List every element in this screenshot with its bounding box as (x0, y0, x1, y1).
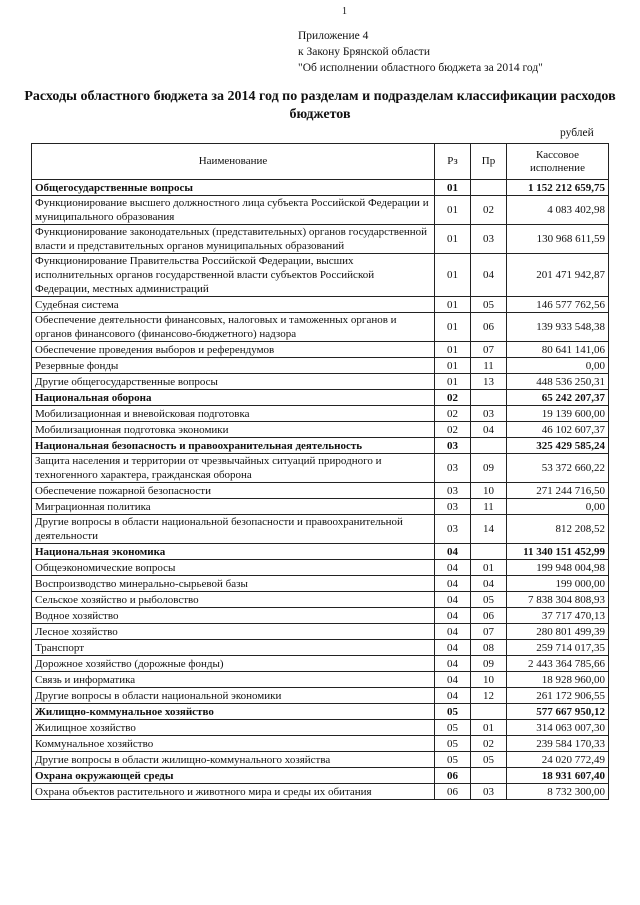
row-pr: 11 (471, 358, 507, 374)
section-row (32, 180, 609, 196)
row-name: Водное хозяйство (32, 608, 435, 624)
row-pr: 02 (471, 736, 507, 752)
appendix-line: Приложение 4 (298, 30, 369, 42)
row-name: Лесное хозяйство (32, 624, 435, 640)
row-rz: 04 (435, 672, 471, 688)
row-rz: 02 (435, 390, 471, 406)
row-rz: 01 (435, 358, 471, 374)
row-amount: 1 152 212 659,75 (507, 180, 609, 196)
table-row (32, 624, 609, 640)
document-title: Расходы областного бюджета за 2014 год по разделам и подразделам классификации расходов бюджетов (24, 89, 616, 122)
page-mark: 1 (342, 6, 347, 17)
row-pr: 03 (471, 406, 507, 422)
table-row (32, 358, 609, 374)
col-header-rz: Рз (435, 144, 471, 180)
row-rz: 04 (435, 544, 471, 560)
row-amount: 812 208,52 (507, 515, 609, 544)
row-amount: 24 020 772,49 (507, 752, 609, 768)
row-name: Общегосударственные вопросы (32, 180, 435, 196)
row-rz: 01 (435, 180, 471, 196)
row-name: Другие общегосударственные вопросы (32, 374, 435, 390)
row-rz: 05 (435, 704, 471, 720)
row-rz: 06 (435, 768, 471, 784)
row-amount: 146 577 762,56 (507, 297, 609, 313)
table-row (32, 672, 609, 688)
row-pr (471, 438, 507, 454)
table-row (32, 560, 609, 576)
table-row (32, 515, 609, 544)
row-rz: 04 (435, 624, 471, 640)
row-pr: 05 (471, 592, 507, 608)
table-row (32, 592, 609, 608)
row-amount: 130 968 611,59 (507, 225, 609, 254)
section-row (32, 768, 609, 784)
row-rz: 04 (435, 592, 471, 608)
row-amount: 261 172 906,55 (507, 688, 609, 704)
row-rz: 04 (435, 608, 471, 624)
table-body (32, 180, 609, 800)
row-amount: 2 443 364 785,66 (507, 656, 609, 672)
row-rz: 04 (435, 576, 471, 592)
section-row (32, 438, 609, 454)
col-header-amount: Кассовое исполнение (507, 144, 609, 180)
row-name: Охрана объектов растительного и животного мира и среды их обитания (32, 784, 435, 800)
row-rz: 03 (435, 454, 471, 483)
table-row (32, 483, 609, 499)
row-name: Национальная безопасность и правоохранительная деятельность (32, 438, 435, 454)
row-pr: 12 (471, 688, 507, 704)
row-name: Обеспечение пожарной безопасности (32, 483, 435, 499)
row-pr: 05 (471, 297, 507, 313)
row-name: Защита населения и территории от чрезвычайных ситуаций природного и техногенного характера, гражданская оборона (32, 454, 435, 483)
row-amount: 199 948 004,98 (507, 560, 609, 576)
row-pr: 03 (471, 225, 507, 254)
table-row (32, 736, 609, 752)
row-pr (471, 544, 507, 560)
row-rz: 04 (435, 560, 471, 576)
row-amount: 325 429 585,24 (507, 438, 609, 454)
row-pr: 05 (471, 752, 507, 768)
row-name: Функционирование законодательных (представительных) органов государственной власти и представительных органов муниципальных образований (32, 225, 435, 254)
table-row (32, 499, 609, 515)
row-rz: 03 (435, 499, 471, 515)
row-name: Другие вопросы в области национальной экономики (32, 688, 435, 704)
row-pr: 02 (471, 196, 507, 225)
row-rz: 06 (435, 784, 471, 800)
col-header-name: Наименование (32, 144, 435, 180)
row-pr: 10 (471, 672, 507, 688)
row-rz: 03 (435, 438, 471, 454)
table-row (32, 225, 609, 254)
row-amount: 314 063 007,30 (507, 720, 609, 736)
row-amount: 201 471 942,87 (507, 254, 609, 297)
appendix-header (298, 28, 543, 76)
row-pr: 04 (471, 576, 507, 592)
table-row (32, 254, 609, 297)
row-name: Транспорт (32, 640, 435, 656)
row-name: Коммунальное хозяйство (32, 736, 435, 752)
table-row (32, 374, 609, 390)
row-rz: 01 (435, 254, 471, 297)
row-pr: 14 (471, 515, 507, 544)
table-row (32, 688, 609, 704)
row-rz: 05 (435, 752, 471, 768)
row-amount: 577 667 950,12 (507, 704, 609, 720)
table-header-row (32, 144, 609, 180)
row-pr: 04 (471, 254, 507, 297)
row-name: Судебная система (32, 297, 435, 313)
col-header-pr: Пр (471, 144, 507, 180)
appendix-law-line: к Закону Брянской области (298, 46, 430, 58)
row-name: Резервные фонды (32, 358, 435, 374)
row-name: Жилищное хозяйство (32, 720, 435, 736)
row-amount: 239 584 170,33 (507, 736, 609, 752)
table-row (32, 454, 609, 483)
row-amount: 0,00 (507, 358, 609, 374)
row-amount: 65 242 207,37 (507, 390, 609, 406)
row-rz: 03 (435, 483, 471, 499)
row-name: Жилищно-коммунальное хозяйство (32, 704, 435, 720)
row-rz: 01 (435, 196, 471, 225)
row-amount: 11 340 151 452,99 (507, 544, 609, 560)
row-pr (471, 390, 507, 406)
row-name: Национальная экономика (32, 544, 435, 560)
row-amount: 0,00 (507, 499, 609, 515)
row-amount: 448 536 250,31 (507, 374, 609, 390)
units-label: рублей (560, 127, 594, 139)
row-amount: 4 083 402,98 (507, 196, 609, 225)
row-rz: 02 (435, 406, 471, 422)
table-row (32, 422, 609, 438)
row-pr: 07 (471, 342, 507, 358)
table-row (32, 576, 609, 592)
table-row (32, 656, 609, 672)
row-pr: 08 (471, 640, 507, 656)
table-row (32, 196, 609, 225)
row-name: Общеэкономические вопросы (32, 560, 435, 576)
table-row (32, 640, 609, 656)
row-pr: 06 (471, 608, 507, 624)
table-row (32, 297, 609, 313)
row-amount: 53 372 660,22 (507, 454, 609, 483)
table-row (32, 784, 609, 800)
section-row (32, 544, 609, 560)
row-amount: 18 928 960,00 (507, 672, 609, 688)
row-pr: 06 (471, 313, 507, 342)
row-pr: 01 (471, 720, 507, 736)
row-rz: 04 (435, 688, 471, 704)
row-rz: 01 (435, 374, 471, 390)
row-name: Мобилизационная и вневойсковая подготовка (32, 406, 435, 422)
row-pr: 01 (471, 560, 507, 576)
row-pr: 11 (471, 499, 507, 515)
row-name: Воспроизводство минерально-сырьевой базы (32, 576, 435, 592)
row-rz: 01 (435, 297, 471, 313)
row-name: Функционирование высшего должностного лица субъекта Российской Федерации и муниципального образования (32, 196, 435, 225)
row-amount: 19 139 600,00 (507, 406, 609, 422)
row-amount: 37 717 470,13 (507, 608, 609, 624)
row-name: Национальная оборона (32, 390, 435, 406)
table-row (32, 720, 609, 736)
row-name: Функционирование Правительства Российской Федерации, высших исполнительных органов государственной власти субъектов Российской Федерации, местных администраций (32, 254, 435, 297)
section-row (32, 390, 609, 406)
row-amount: 8 732 300,00 (507, 784, 609, 800)
row-amount: 199 000,00 (507, 576, 609, 592)
row-name: Другие вопросы в области жилищно-коммунального хозяйства (32, 752, 435, 768)
row-pr (471, 768, 507, 784)
row-name: Обеспечение деятельности финансовых, налоговых и таможенных органов и органов финансового (финансово-бюджетного) надзора (32, 313, 435, 342)
row-name: Дорожное хозяйство (дорожные фонды) (32, 656, 435, 672)
row-pr: 03 (471, 784, 507, 800)
row-pr: 09 (471, 454, 507, 483)
row-rz: 01 (435, 313, 471, 342)
row-name: Другие вопросы в области национальной безопасности и правоохранительной деятельности (32, 515, 435, 544)
row-pr (471, 704, 507, 720)
table-row (32, 406, 609, 422)
row-name: Миграционная политика (32, 499, 435, 515)
expenditure-table (31, 143, 609, 800)
row-amount: 139 933 548,38 (507, 313, 609, 342)
row-rz: 04 (435, 656, 471, 672)
row-rz: 02 (435, 422, 471, 438)
row-name: Связь и информатика (32, 672, 435, 688)
table-row (32, 342, 609, 358)
row-pr (471, 180, 507, 196)
row-amount: 280 801 499,39 (507, 624, 609, 640)
row-amount: 259 714 017,35 (507, 640, 609, 656)
row-amount: 7 838 304 808,93 (507, 592, 609, 608)
row-rz: 04 (435, 640, 471, 656)
row-pr: 07 (471, 624, 507, 640)
appendix-law-title: "Об исполнении областного бюджета за 2014 год" (298, 62, 543, 74)
table-row (32, 313, 609, 342)
row-name: Сельское хозяйство и рыболовство (32, 592, 435, 608)
row-rz: 01 (435, 225, 471, 254)
row-name: Обеспечение проведения выборов и референдумов (32, 342, 435, 358)
row-rz: 01 (435, 342, 471, 358)
row-amount: 46 102 607,37 (507, 422, 609, 438)
row-name: Охрана окружающей среды (32, 768, 435, 784)
row-rz: 03 (435, 515, 471, 544)
table-row (32, 608, 609, 624)
row-amount: 271 244 716,50 (507, 483, 609, 499)
row-rz: 05 (435, 736, 471, 752)
row-pr: 09 (471, 656, 507, 672)
row-pr: 04 (471, 422, 507, 438)
row-pr: 10 (471, 483, 507, 499)
row-name: Мобилизационная подготовка экономики (32, 422, 435, 438)
row-rz: 05 (435, 720, 471, 736)
row-pr: 13 (471, 374, 507, 390)
row-amount: 80 641 141,06 (507, 342, 609, 358)
table-row (32, 752, 609, 768)
section-row (32, 704, 609, 720)
row-amount: 18 931 607,40 (507, 768, 609, 784)
